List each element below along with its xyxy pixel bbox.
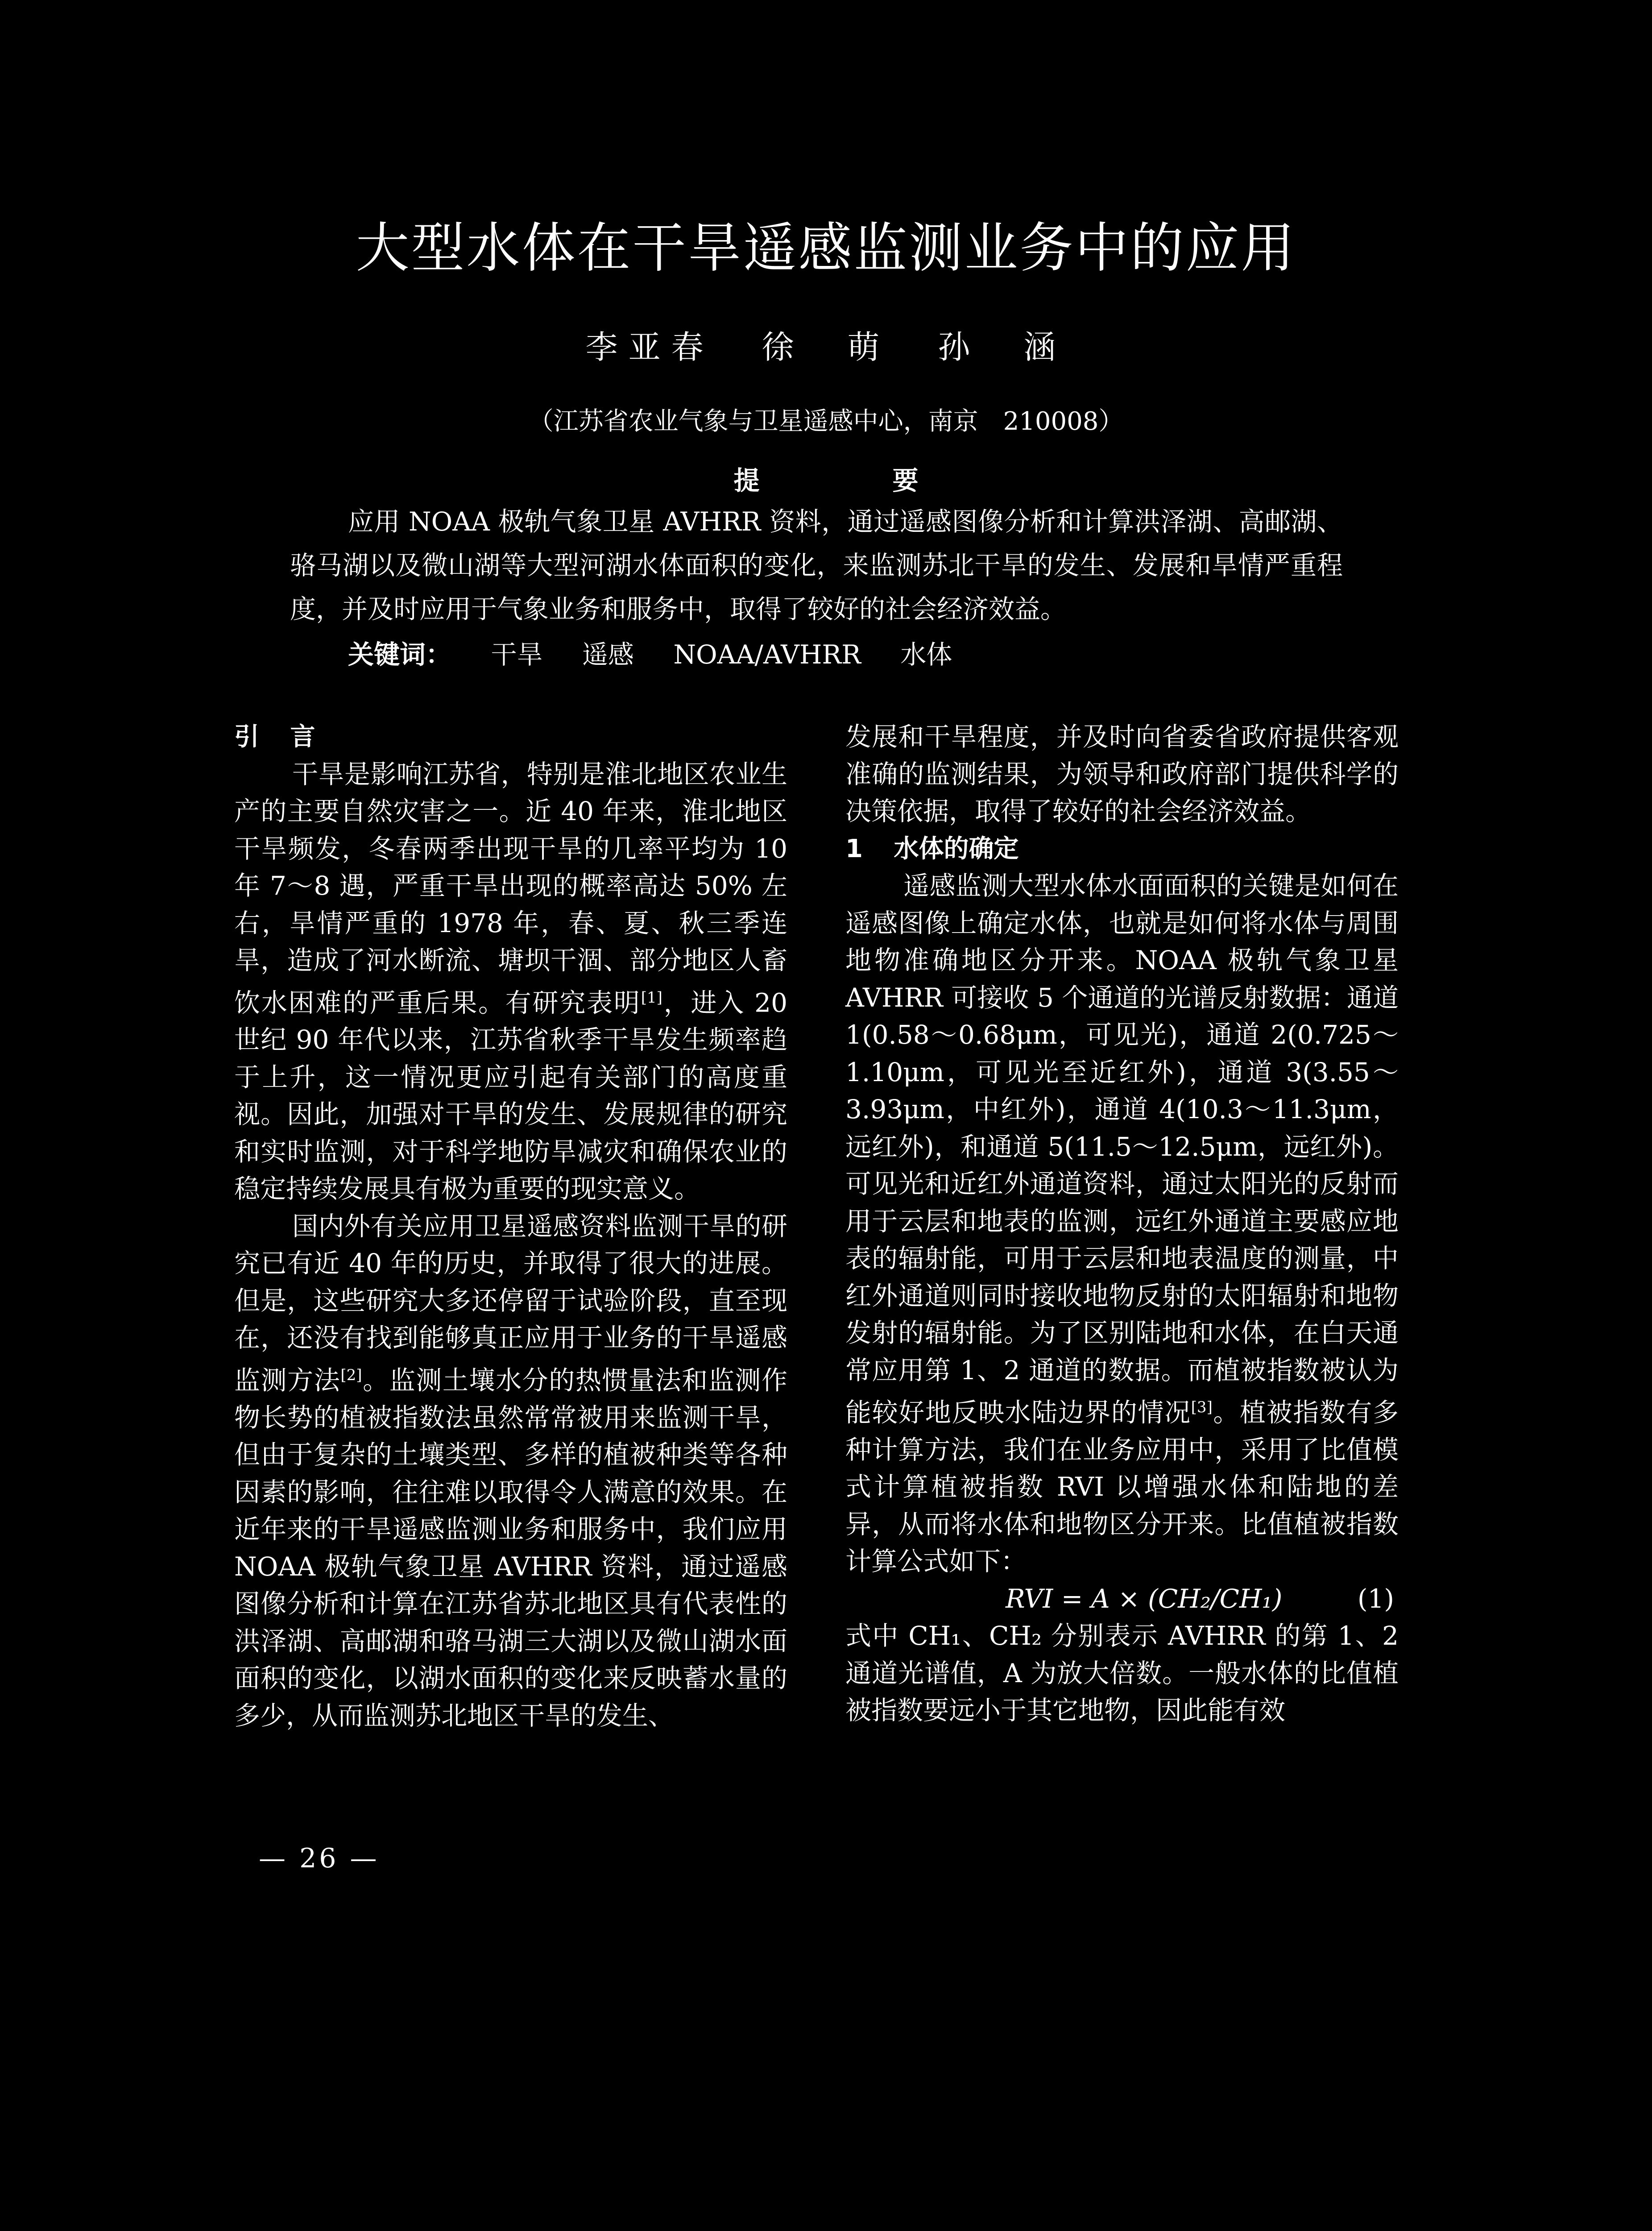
authors (0, 321, 1652, 368)
abstract-heading: 提 要 (733, 465, 972, 496)
right-column (845, 718, 1399, 1729)
paragraph-text: 遥感监测大型水体水面面积的关键是如何在遥感图像上确定水体，也就是如何将水体与周围地物准确地区分开来。NOAA 极轨气象卫星 AVHRR 可接收 5 个通道的光谱反射数据：通道 1(0.58～0.68μm，可见光)，通道 2(0.725～1.10μm，可见光至近红外)，通道 3(3.55～3.93μm，中红外)，通道 4(10.3～11.3μm，远红外)，和通道 5(11.5～12.5μm，远红外)。可见光和近红外通道资料，通过太阳光的反射而用于云层和地表的监测，远红外通道主要感应地表的辐射能，可用于云层和地表温度的测量，中红外通道则同时接收地物反射的太阳辐射和地物发射的辐射能。为了区别陆地和水体，在白天通常应用第 1、2 通道的数据。而植被指数被认为能较好地反映水陆边界的情况 (845, 871, 1399, 1428)
section-heading-intro (234, 718, 787, 756)
paragraph-text: ，进入 20 世纪 90 年代以来，江苏省秋季干旱发生频率趋于上升，这一情况更应引起有关部门的高度重视。因此，加强对干旱的发生、发展规律的研究和实时监测，对于科学地防旱减灾和确保农业的稳定持续发展具有极为重要的现实意义。 (234, 987, 787, 1204)
left-column (234, 718, 787, 1734)
keyword: 遥感 (582, 639, 634, 670)
author-1: 李亚春 (585, 328, 714, 366)
author-3: 孙 涵 (938, 328, 1067, 366)
paragraph: 发展和干旱程度，并及时向省委省政府提供客观准确的监测结果，为领导和政府部门提供科学的决策依据，取得了较好的社会经济效益。 (845, 722, 1399, 826)
keyword: NOAA/AVHRR (673, 639, 861, 670)
formula-expression: RVI = A × (CH₂/CH₁) (1005, 1583, 1283, 1614)
paragraph-text: 干旱是影响江苏省，特别是淮北地区农业生产的主要自然灾害之一。近 40 年来，淮北地区干旱频发，冬春两季出现干旱的几率平均为 10 年 7～8 遇，严重干旱出现的概率高达 50% 左右，旱情严重的 1978 年，春、夏、秋三季连旱，造成了河水断流、塘坝干涸、部分地区人畜饮水困难的严重后果。有研究表明 (234, 759, 787, 1018)
affiliation: （江苏省农业气象与卫星遥感中心，南京 210008） (528, 407, 1124, 436)
reference-marker: [1] (641, 988, 662, 1007)
reference-marker: [2] (340, 1366, 362, 1384)
paragraph-text: 国内外有关应用卫星遥感资料监测干旱的研究已有近 40 年的历史，并取得了很大的进展。但是，这些研究大多还停留于试验阶段，直至现在，还没有找到能够真正应用于业务的干旱遥感监测方法 (234, 1211, 787, 1396)
section-title: 言 (290, 722, 315, 751)
keyword: 干旱 (491, 639, 543, 670)
keyword: 水体 (900, 639, 952, 670)
paragraph-text: 。监测土壤水分的热惯量法和监测作物长势的植被指数法虽然常常被用来监测干旱，但由于复杂的土壤类型、多样的植被种类等各种因素的影响，往往难以取得令人满意的效果。在近年来的干旱遥感监测业务和服务中，我们应用 NOAA 极轨气象卫星 AVHRR 资料，通过遥感图像分析和计算在江苏省苏北地区具有代表性的洪泽湖、高邮湖和骆马湖三大湖以及微山湖水面面积的变化，以湖水面积的变化来反映蓄水量的多少，从而监测苏北地区干旱的发生、 (234, 1365, 787, 1731)
author-2: 徐 萌 (762, 328, 890, 366)
paragraph (845, 867, 1399, 1580)
paragraph (234, 1208, 787, 1734)
equation-number: (1) (1357, 1583, 1394, 1614)
paragraph (234, 756, 787, 1208)
section-number: 1 (845, 834, 863, 863)
abstract: 应用 NOAA 极轨气象卫星 AVHRR 资料，通过遥感图像分析和计算洪泽湖、高邮湖、骆马湖以及微山湖等大型河湖水体面积的变化，来监测苏北干旱的发生、发展和旱情严重程度，并及时应用于气象业务和服务中，取得了较好的社会经济效益。 (290, 506, 1343, 624)
paragraph: 式中 CH₁、CH₂ 分别表示 AVHRR 的第 1、2 通道光谱值，A 为放大倍数。一般水体的比值植被指数要远小于其它地物，因此能有效 (845, 1621, 1399, 1726)
section-title: 水体的确定 (894, 834, 1019, 863)
keywords-label: 关键词： (348, 639, 452, 670)
reference-marker: [3] (1191, 1398, 1213, 1416)
formula-1 (845, 1580, 1399, 1618)
page-number: — 26 — (259, 1843, 380, 1874)
section-number: 引 (234, 722, 259, 751)
paragraph-text: 。植被指数有多种计算方法，我们在业务应用中，采用了比值模式计算植被指数 RVI 以增强水体和陆地的差异，从而将水体和地物区分开来。比值植被指数计算公式如下： (845, 1397, 1399, 1577)
paper-title: 大型水体在干旱遥感监测业务中的应用 (356, 217, 1296, 279)
keywords (348, 634, 952, 671)
section-heading-1 (845, 830, 1399, 868)
